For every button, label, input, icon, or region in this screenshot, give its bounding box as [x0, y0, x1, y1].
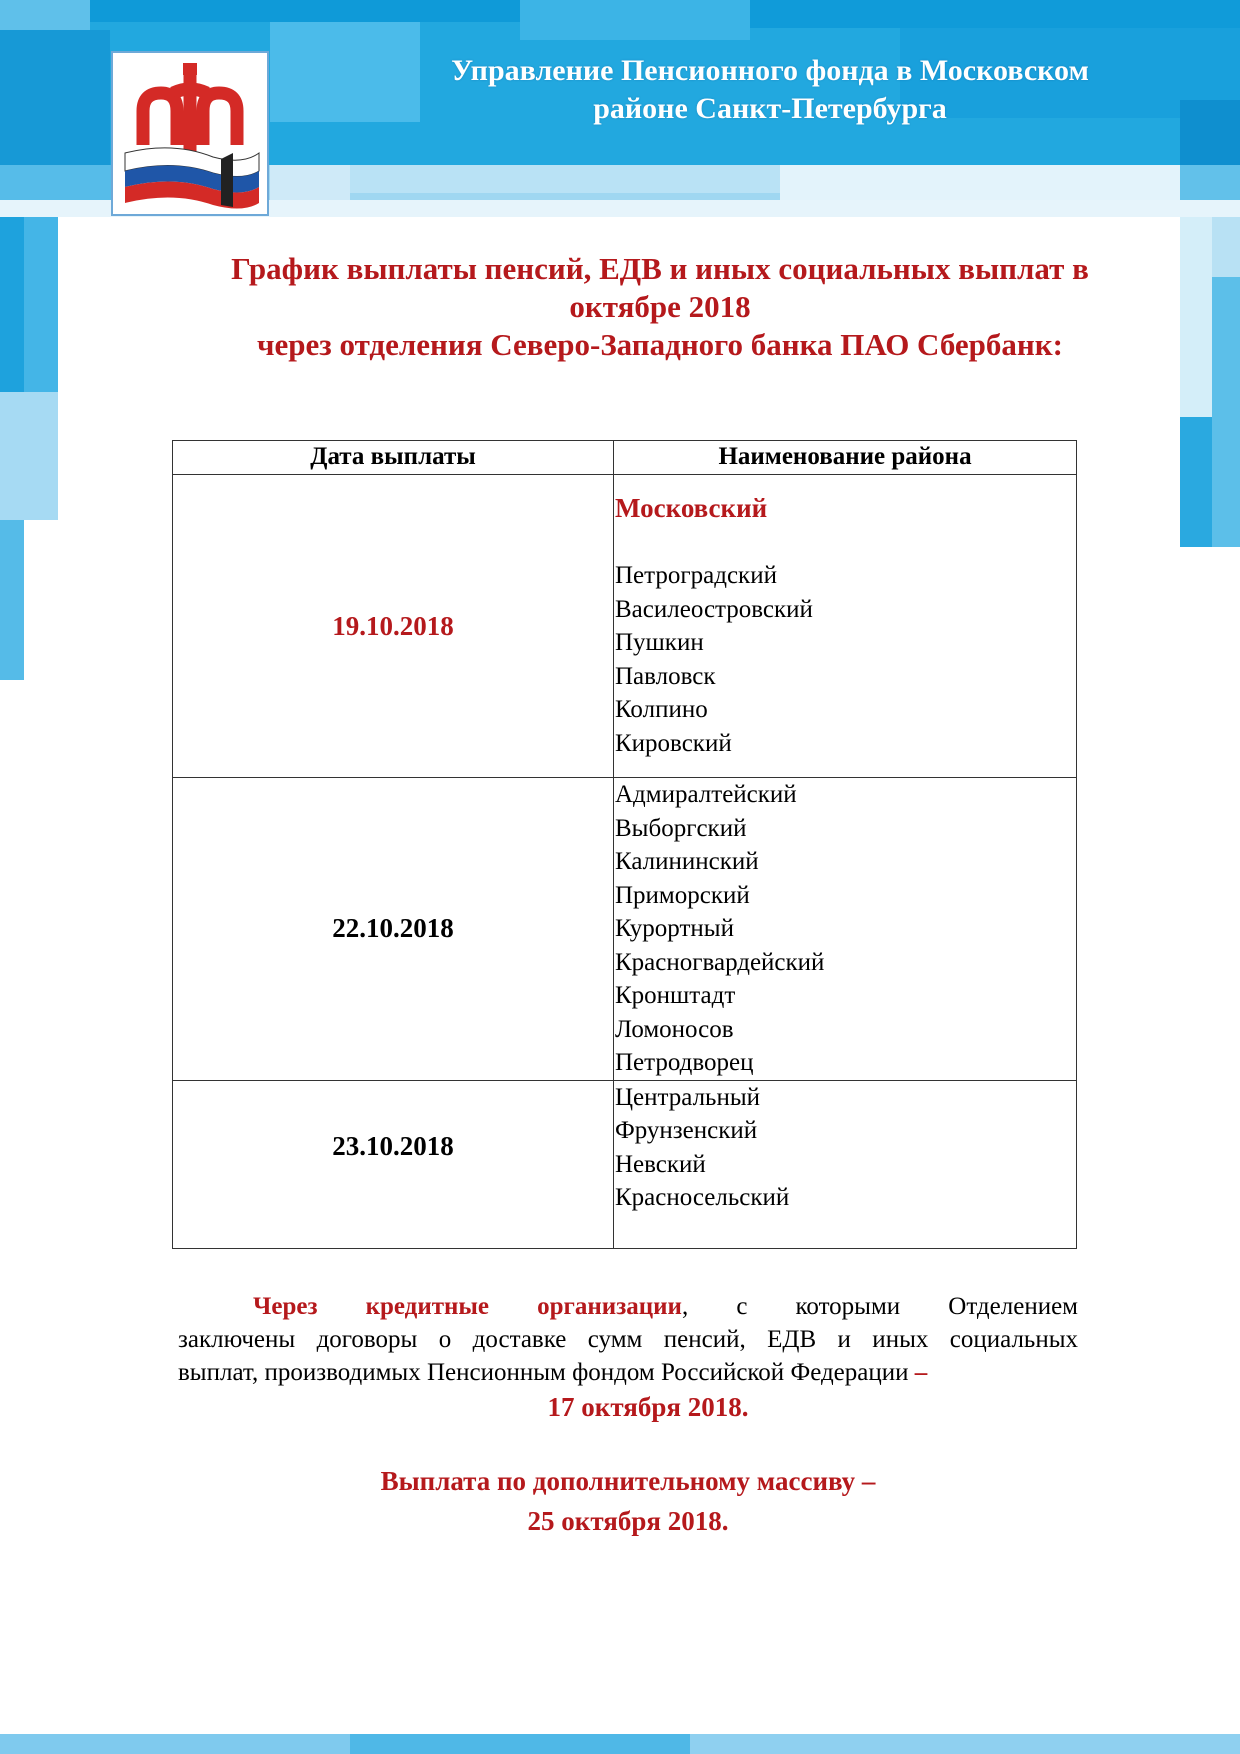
- district-name: Фрунзенский: [615, 1117, 758, 1144]
- additional-payment-label: Выплата по дополнительному массиву –: [380, 1466, 876, 1496]
- district-name: Приморский: [615, 881, 750, 909]
- district-name: Выборгский: [615, 814, 747, 842]
- column-header-district: Наименование района: [614, 441, 1077, 475]
- organization-name: [300, 52, 1240, 128]
- payment-date: 23.10.2018: [173, 1080, 614, 1248]
- document-title: [160, 250, 1160, 364]
- table-row: [173, 778, 1077, 1081]
- district-name: Красносельский: [615, 1184, 790, 1211]
- organization-name-line1: Управление Пенсионного фонда в Московском: [451, 54, 1089, 87]
- pfr-emblem-icon: [113, 53, 267, 214]
- district-cell: [614, 778, 1077, 1081]
- district-name: Центральный: [615, 1083, 761, 1111]
- paragraph-line: заключены договоры о доставке сумм пенсий, ЕДВ и иных социальных: [178, 1326, 1078, 1353]
- district-name: Курортный: [615, 915, 734, 942]
- payment-date: 22.10.2018: [173, 778, 614, 1081]
- district-name: Калининский: [615, 848, 759, 875]
- district-name: Красногвардейский: [615, 948, 825, 976]
- document-title-line2: октябре 2018: [569, 289, 751, 324]
- table-row: [173, 1080, 1077, 1248]
- paragraph-line: [178, 1290, 1078, 1323]
- district-name: Петроградский: [615, 562, 777, 589]
- table-row: [173, 475, 1077, 778]
- additional-payment-notice: [178, 1461, 1078, 1541]
- district-cell: [614, 1080, 1077, 1248]
- district-name: Кировский: [615, 729, 732, 757]
- district-name: Петродворец: [615, 1049, 754, 1076]
- credit-organizations-paragraph: [178, 1290, 1078, 1389]
- document-title-line1: График выплаты пенсий, ЕДВ и иных социальных выплат в: [231, 251, 1089, 286]
- footer-strip: [0, 1734, 1240, 1754]
- district-name: Павловск: [615, 662, 716, 690]
- district-name: Пушкин: [615, 629, 704, 656]
- district-list: [614, 778, 1076, 1080]
- district-name-highlight: Московский: [615, 493, 768, 523]
- district-cell: [614, 475, 1077, 778]
- payment-date: 19.10.2018: [173, 475, 614, 778]
- district-name: Василеостровский: [615, 595, 813, 623]
- paragraph-text: выплат, производимых Пенсионным фондом Российской Федерации: [178, 1359, 909, 1386]
- paragraph-line: [178, 1356, 1078, 1389]
- district-list: [614, 1081, 1076, 1215]
- payment-schedule-table: [172, 440, 1077, 1249]
- district-name: Колпино: [615, 696, 708, 723]
- list-spacer: [615, 526, 1076, 560]
- pfr-logo: [111, 51, 269, 216]
- district-list: [614, 475, 1076, 760]
- paragraph-text: , с которыми Отделением: [681, 1293, 1078, 1320]
- district-name: Кронштадт: [615, 982, 736, 1009]
- paragraph-lead: Через кредитные организации: [253, 1293, 682, 1320]
- district-name: Адмиралтейский: [615, 781, 797, 808]
- credit-payment-date: 17 октября 2018.: [547, 1392, 749, 1422]
- document-title-line3: через отделения Северо-Западного банка ПАО Сбербанк:: [257, 327, 1063, 362]
- column-header-date: Дата выплаты: [173, 441, 614, 475]
- district-name: Ломоносов: [615, 1015, 734, 1043]
- additional-payment-date: 25 октября 2018.: [527, 1506, 729, 1536]
- paragraph-dash: –: [908, 1359, 928, 1386]
- organization-name-line2: районе Санкт-Петербурга: [593, 92, 947, 125]
- district-name: Невский: [615, 1150, 706, 1178]
- table-header-row: [173, 441, 1077, 475]
